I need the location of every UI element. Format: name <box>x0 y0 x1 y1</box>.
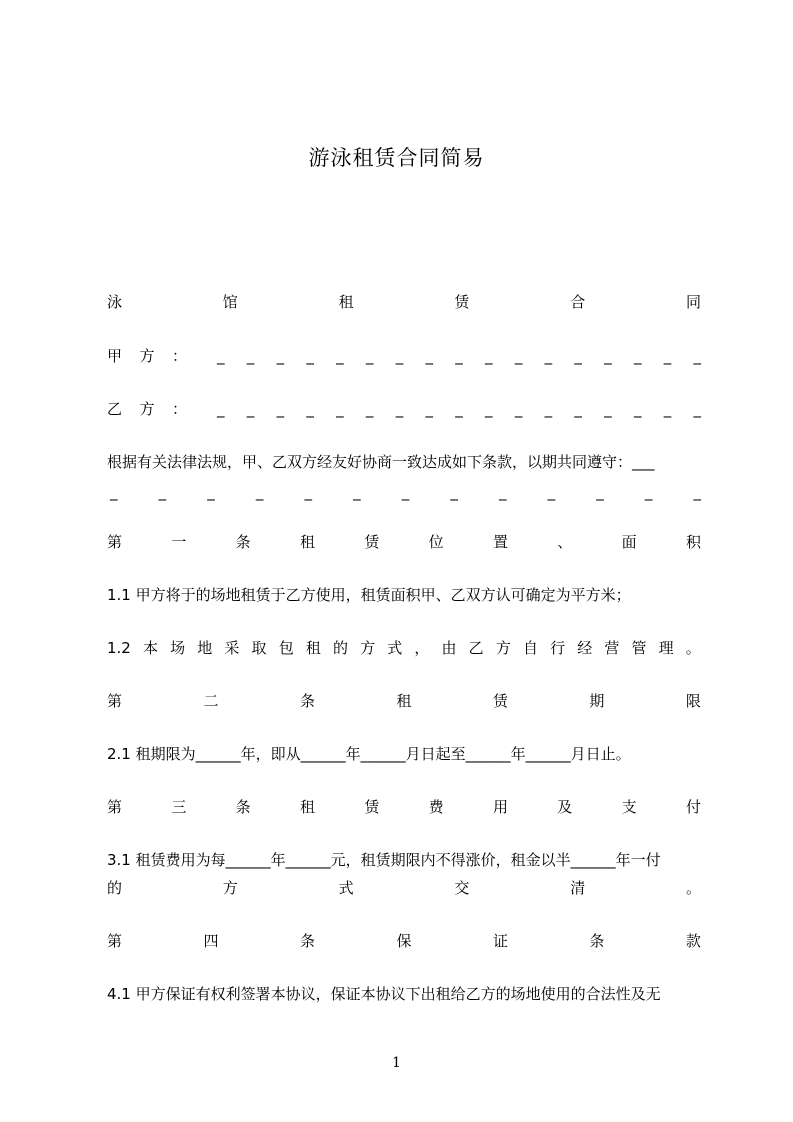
blank-dash: _ <box>604 347 612 365</box>
blank-dash: _ <box>158 483 167 501</box>
text-char: 采 <box>224 639 240 657</box>
text-char: 租 <box>338 293 354 311</box>
blank-dash: _ <box>365 400 374 418</box>
text-char: 及 <box>557 798 573 816</box>
text-char: 支 <box>621 798 637 816</box>
blank-dash: _ <box>276 347 285 365</box>
text-char: 泳 <box>107 293 123 311</box>
blank-dash: _ <box>485 347 493 365</box>
text-char: 清 <box>570 879 586 897</box>
blank-dash: _ <box>207 483 215 501</box>
text-char: 付 <box>685 798 701 816</box>
blank-dash: _ <box>217 347 225 365</box>
text-char: 第 <box>107 798 123 816</box>
text-char: 1.2 <box>107 639 131 657</box>
text-char: 积 <box>685 533 701 551</box>
text-char: ： <box>171 400 187 418</box>
blank-dash: _ <box>110 483 118 501</box>
text-char: 乙 <box>107 400 123 418</box>
text-char: 面 <box>621 533 637 551</box>
text-char: 二 <box>203 692 219 710</box>
text-char: 证 <box>492 932 508 950</box>
blank-dash: _ <box>693 400 701 418</box>
text-char: 同 <box>685 293 701 311</box>
document-title: 游泳租赁合同简易 <box>308 146 485 170</box>
text-char: 方 <box>360 639 376 657</box>
text-char: 第 <box>107 533 123 551</box>
text-char: 方 <box>139 400 155 418</box>
blank-dash: _ <box>644 483 653 501</box>
text-char: 赁 <box>364 533 380 551</box>
text-char: 本 <box>142 639 158 657</box>
blank-dash: _ <box>455 347 463 365</box>
blank-dash: _ <box>246 347 255 365</box>
party-b-line <box>107 398 701 420</box>
text-char: 场 <box>170 639 186 657</box>
text-char: 赁 <box>454 293 470 311</box>
text-char: 限 <box>685 692 701 710</box>
blank-dash: _ <box>663 347 672 365</box>
text-char: 合 <box>570 293 586 311</box>
party-b-label <box>107 398 187 420</box>
clause-3-1: 3.1 租赁费用为每______年______元，租赁期限内不得涨价，租金以半______年一付 <box>107 851 661 869</box>
party-b-blank <box>217 398 701 420</box>
text-char: 方 <box>495 639 511 657</box>
text-char: 行 <box>550 639 566 657</box>
text-char: 包 <box>278 639 294 657</box>
text-char: 管 <box>631 639 647 657</box>
blank-dash: _ <box>450 483 458 501</box>
blank-dash: _ <box>276 400 285 418</box>
blank-dash: _ <box>574 347 582 365</box>
article-2-heading <box>107 690 701 712</box>
text-char: 。 <box>685 879 701 897</box>
text-char: 第 <box>107 932 123 950</box>
text-char: 条 <box>235 798 251 816</box>
page-number: 1 <box>392 1055 401 1071</box>
text-char: 期 <box>589 692 605 710</box>
blank-dash: _ <box>574 400 582 418</box>
text-char: 款 <box>685 932 701 950</box>
blank-dash: _ <box>499 483 507 501</box>
blank-dash: _ <box>401 483 410 501</box>
party-a-blank <box>217 345 701 367</box>
text-char: 甲 <box>107 347 123 365</box>
intro-paragraph: 根据有关法律法规，甲、乙双方经友好协商一致达成如下条款，以期共同遵守：___ <box>107 453 655 471</box>
text-char: 乙 <box>468 639 484 657</box>
blank-dash: _ <box>693 347 701 365</box>
blank-dash: _ <box>633 400 642 418</box>
blank-dash: _ <box>485 400 493 418</box>
text-char: 经 <box>577 639 593 657</box>
text-char: 方 <box>139 347 155 365</box>
blank-dash: _ <box>596 483 604 501</box>
blank-dash: _ <box>306 347 314 365</box>
blank-dash: _ <box>306 400 314 418</box>
text-char: 交 <box>454 879 470 897</box>
text-char: 租 <box>305 639 321 657</box>
text-char: 取 <box>251 639 267 657</box>
blank-dash: _ <box>365 347 374 365</box>
blank-dash: _ <box>633 347 642 365</box>
clause-4-1: 4.1 甲方保证有权利签署本协议，保证本协议下出租给乙方的场地使用的合法性及无 <box>107 985 661 1003</box>
party-a-line <box>107 345 701 367</box>
text-char: 置 <box>492 533 508 551</box>
blank-dash: _ <box>425 400 433 418</box>
blank-dash: _ <box>544 347 553 365</box>
article-3-heading <box>107 796 701 818</box>
clause-1-2 <box>107 637 701 659</box>
clause-2-1: 2.1 租期限为______年，即从______年______月日起至______年______月日止。 <box>107 745 631 763</box>
text-char: 。 <box>685 639 701 657</box>
blank-dash: _ <box>246 400 255 418</box>
text-char: 条 <box>299 692 315 710</box>
contract-heading <box>107 291 701 313</box>
blank-dash: _ <box>395 347 404 365</box>
party-a-label <box>107 345 187 367</box>
text-char: 保 <box>396 932 412 950</box>
text-char: 赁 <box>364 798 380 816</box>
blank-dash: _ <box>663 400 672 418</box>
blank-dash: _ <box>514 400 523 418</box>
blank-dash: _ <box>353 483 361 501</box>
text-char: 三 <box>171 798 187 816</box>
article-4-heading <box>107 930 701 952</box>
text-char: 条 <box>235 533 251 551</box>
text-char: 四 <box>203 932 219 950</box>
blank-dash: _ <box>425 347 433 365</box>
blank-dash: _ <box>693 483 701 501</box>
blank-dash: _ <box>336 400 344 418</box>
text-char: 、 <box>557 533 573 551</box>
blank-dash: _ <box>544 400 553 418</box>
blank-dash: _ <box>604 400 612 418</box>
text-char: 式 <box>387 639 403 657</box>
text-char: 方 <box>222 879 238 897</box>
text-char: 地 <box>197 639 213 657</box>
clause-3-1-continuation <box>107 877 701 899</box>
text-char: 一 <box>171 533 187 551</box>
text-char: 赁 <box>492 692 508 710</box>
clause-1-1: 1.1 甲方将于的场地租赁于乙方使用，租赁面积甲、乙双方认可确定为平方米； <box>107 586 631 604</box>
text-char: 式 <box>338 879 354 897</box>
text-char: 理 <box>658 639 674 657</box>
text-char: 租 <box>299 798 315 816</box>
text-char: 用 <box>492 798 508 816</box>
text-char: ， <box>414 639 430 657</box>
blank-dash: _ <box>547 483 556 501</box>
text-char: 租 <box>396 692 412 710</box>
blank-dash: _ <box>304 483 312 501</box>
blank-dash: _ <box>514 347 523 365</box>
text-char: 自 <box>522 639 538 657</box>
text-char: 由 <box>441 639 457 657</box>
text-char: 的 <box>332 639 348 657</box>
blank-dash: _ <box>255 483 264 501</box>
text-char: 条 <box>299 932 315 950</box>
blank-dash: _ <box>217 400 225 418</box>
text-char: 的 <box>107 879 123 897</box>
text-char: 租 <box>299 533 315 551</box>
blank-dash: _ <box>395 400 404 418</box>
article-1-heading <box>107 531 701 553</box>
text-char: 费 <box>428 798 444 816</box>
text-char: 营 <box>604 639 620 657</box>
blank-dash: _ <box>455 400 463 418</box>
text-char: ： <box>171 347 187 365</box>
text-char: 馆 <box>222 293 238 311</box>
intro-blank-continuation <box>110 481 701 503</box>
blank-dash: _ <box>336 347 344 365</box>
text-char: 位 <box>428 533 444 551</box>
text-char: 第 <box>107 692 123 710</box>
text-char: 条 <box>589 932 605 950</box>
